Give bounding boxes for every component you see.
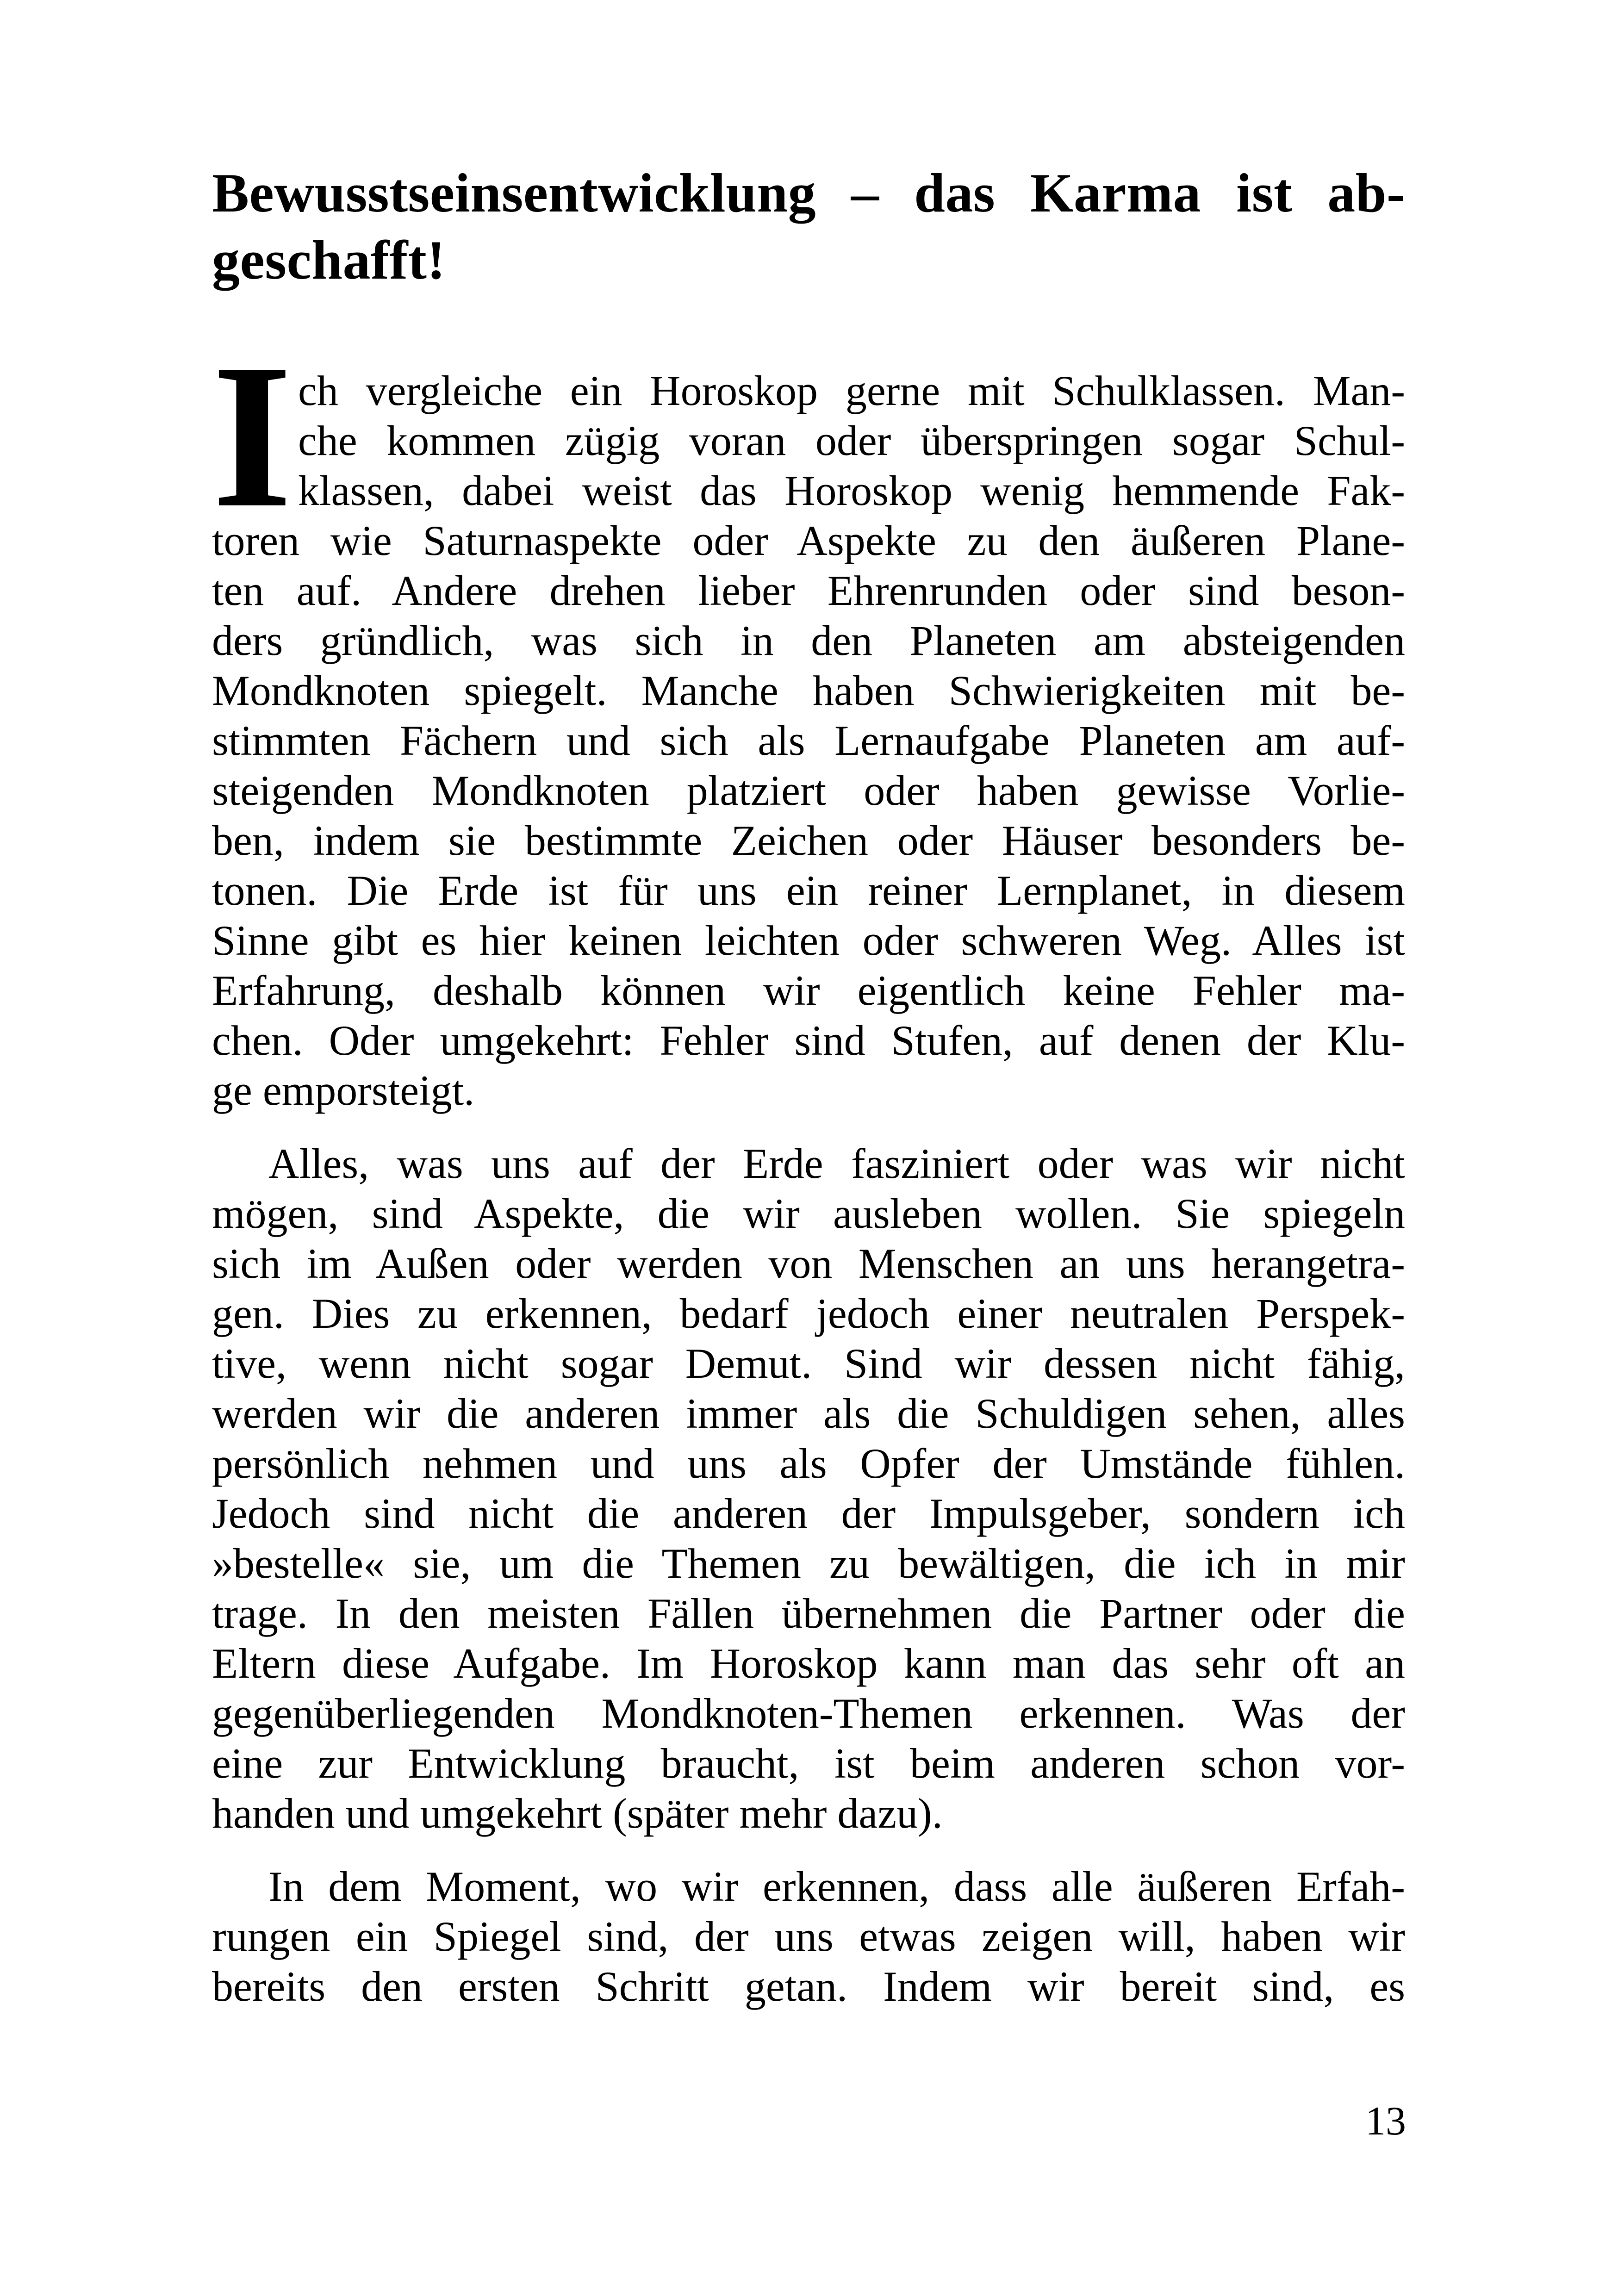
text-line: che kommen zügig voran oder überspringen sogar Schul-: [298, 417, 1405, 464]
text-line: ch vergleiche ein Horoskop gerne mit Schulklassen. Man-: [298, 367, 1405, 414]
paragraph-2: [212, 1139, 1405, 1838]
paragraph-3: [212, 1861, 1405, 2011]
text-line: trage. In den meisten Fällen übernehmen die Partner oder die: [212, 1590, 1405, 1637]
text-line: ten auf. Andere drehen lieber Ehrenrunden oder sind beson-: [212, 567, 1405, 614]
text-line: eine zur Entwicklung braucht, ist beim anderen schon vor-: [212, 1740, 1405, 1787]
text-line: klassen, dabei weist das Horoskop wenig hemmende Fak-: [298, 467, 1405, 514]
text-line: stimmten Fächern und sich als Lernaufgabe Planeten am auf-: [212, 717, 1405, 764]
text-line: Mondknoten spiegelt. Manche haben Schwierigkeiten mit be-: [212, 667, 1405, 714]
drop-cap-letter: I: [212, 322, 292, 550]
text-line: gen. Dies zu erkennen, bedarf jedoch einer neutralen Perspek-: [212, 1290, 1405, 1337]
text-line: ben, indem sie bestimmte Zeichen oder Häuser besonders be-: [212, 817, 1405, 864]
text-line: ders gründlich, was sich in den Planeten am absteigenden: [212, 617, 1405, 664]
text-line: werden wir die anderen immer als die Schuldigen sehen, alles: [212, 1390, 1405, 1437]
text-line: handen und umgekehrt (später mehr dazu).: [212, 1790, 943, 1837]
text-line: tive, wenn nicht sogar Demut. Sind wir dessen nicht fähig,: [212, 1340, 1405, 1387]
text-line: persönlich nehmen und uns als Opfer der Umstände fühlen.: [212, 1440, 1405, 1487]
text-line: sich im Außen oder werden von Menschen an uns herangetra-: [212, 1240, 1405, 1287]
text-line: Sinne gibt es hier keinen leichten oder schweren Weg. Alles ist: [212, 917, 1405, 964]
paragraph-1: [212, 366, 1405, 1115]
chapter-title: Bewusstseinsentwicklung – das Karma ist abgeschafft!: [212, 162, 1405, 291]
text-line: Erfahrung, deshalb können wir eigentlich keine Fehler ma-: [212, 967, 1405, 1014]
text-line: Alles, was uns auf der Erde fasziniert oder was wir nicht: [268, 1140, 1405, 1187]
text-line: tonen. Die Erde ist für uns ein reiner Lernplanet, in diesem: [212, 867, 1405, 914]
text-line: gegenüberliegenden Mondknoten-Themen erkennen. Was der: [212, 1690, 1405, 1737]
text-block: [212, 159, 1405, 2011]
page-number: 13: [1365, 2099, 1406, 2144]
text-line: Eltern diese Aufgabe. Im Horoskop kann man das sehr oft an: [212, 1640, 1405, 1687]
text-line: Jedoch sind nicht die anderen der Impulsgeber, sondern ich: [212, 1490, 1405, 1537]
text-line: steigenden Mondknoten platziert oder haben gewisse Vorlie-: [212, 767, 1405, 814]
text-line: ge emporsteigt.: [212, 1067, 475, 1114]
text-line: toren wie Saturnaspekte oder Aspekte zu den äußeren Plane-: [212, 517, 1405, 564]
text-line: chen. Oder umgekehrt: Fehler sind Stufen, auf denen der Klu-: [212, 1017, 1405, 1064]
text-line: mögen, sind Aspekte, die wir ausleben wollen. Sie spiegeln: [212, 1190, 1405, 1237]
text-line: bereits den ersten Schritt getan. Indem wir bereit sind, es: [212, 1963, 1405, 2010]
text-line: In dem Moment, wo wir erkennen, dass alle äußeren Erfah-: [268, 1863, 1405, 1910]
body-text: [212, 366, 1405, 2011]
text-line: rungen ein Spiegel sind, der uns etwas zeigen will, haben wir: [212, 1913, 1405, 1960]
text-line: »bestelle« sie, um die Themen zu bewältigen, die ich in mir: [212, 1540, 1405, 1587]
